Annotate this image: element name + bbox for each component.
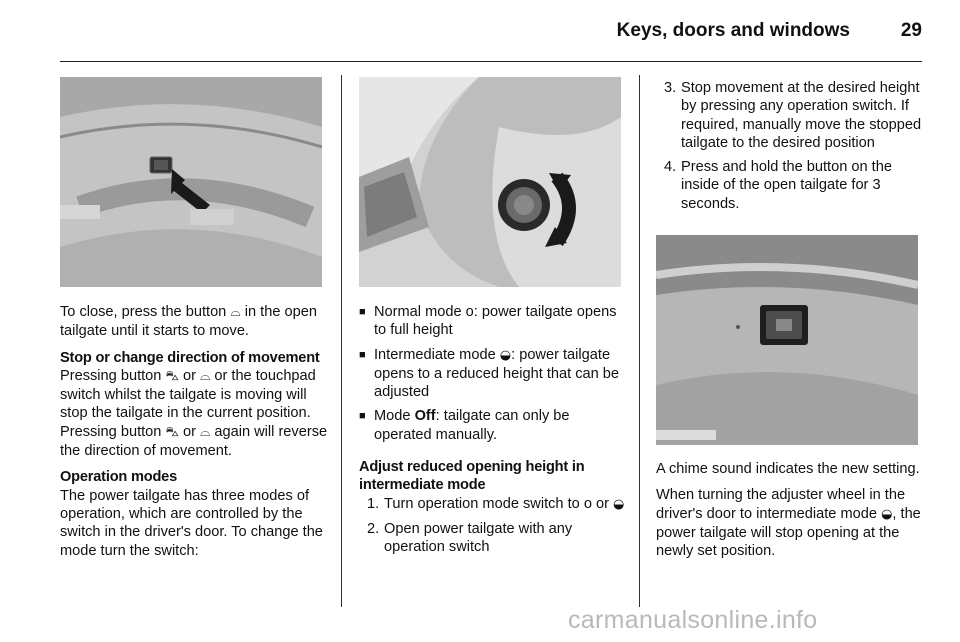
list-item: 2. Open power tailgate with any operation switch <box>367 520 573 556</box>
car-icon: ⛍ <box>165 424 179 440</box>
column-divider-2 <box>639 75 640 607</box>
stop-change-paragraph: Pressing button ⛍ or ⌓ or the touchpad switch whilst the tailgate is moving will stop the tailgate in the current position. Pressing button ⛍ or ⌓ again will reverse the direction of movement. <box>60 367 328 460</box>
chime-paragraph: A chime sound indicates the new setting. <box>656 461 920 477</box>
heading-operation-modes: Operation modes <box>60 469 178 486</box>
column-3-text <box>656 460 922 568</box>
tailgate-icon: ⌓ <box>230 305 241 320</box>
page-number: 29 <box>900 20 922 41</box>
heading-adjust-height: Adjust reduced opening height in intermediate mode <box>359 459 585 494</box>
column-divider-1 <box>341 75 342 607</box>
list-item: 3. Stop movement at the desired height by pressing any operation switch. If required, manually move the stopped tailgate to the desired position <box>664 80 922 151</box>
list-item: ■ Mode Off: tailgate can only be operated manually. <box>359 407 625 444</box>
list-item: ■ Normal mode o: power tailgate opens to full height <box>359 303 625 340</box>
intermediate-mode-icon: ◒ <box>499 347 512 363</box>
tailgate-switch-closeup-photo <box>656 235 918 445</box>
heading-stop-change: Stop or change direction of movement <box>60 349 320 366</box>
car-icon: ⛍ <box>165 368 179 384</box>
page-title: Keys, doors and windows <box>616 20 850 41</box>
column-3-steps <box>656 79 922 219</box>
door-switch-photo <box>359 77 621 287</box>
operation-modes-paragraph: The power tailgate has three modes of operation, which are controlled by the switch in the driver's door. To change the mode turn the switch: <box>60 487 323 559</box>
list-item: 1. Turn operation mode switch to o or ◒ <box>367 495 625 512</box>
list-item: ■ Intermediate mode ◒: power tailgate opens to a reduced height that can be adjusted <box>359 346 625 402</box>
list-item: 4. Press and hold the button on the inside of the open tailgate for 3 seconds. <box>664 159 892 212</box>
close-instruction: To close, press the button ⌓ in the open tailgate until it starts to move. <box>60 304 317 340</box>
intermediate-mode-icon: ◒ <box>613 496 625 512</box>
column-1-text <box>60 303 328 568</box>
watermark: carmanualsonline.info <box>568 606 818 634</box>
intermediate-mode-icon: ◒ <box>881 506 893 522</box>
column-2-text <box>359 303 625 563</box>
adjuster-paragraph: When turning the adjuster wheel in the driver's door to intermediate mode ◒, the power tailgate will stop opening at the newly set position. <box>656 487 921 560</box>
tailgate-icon: ⌓ <box>200 368 211 384</box>
page-header <box>60 0 922 62</box>
tailgate-button-photo <box>60 77 322 287</box>
tailgate-icon: ⌓ <box>200 424 211 440</box>
